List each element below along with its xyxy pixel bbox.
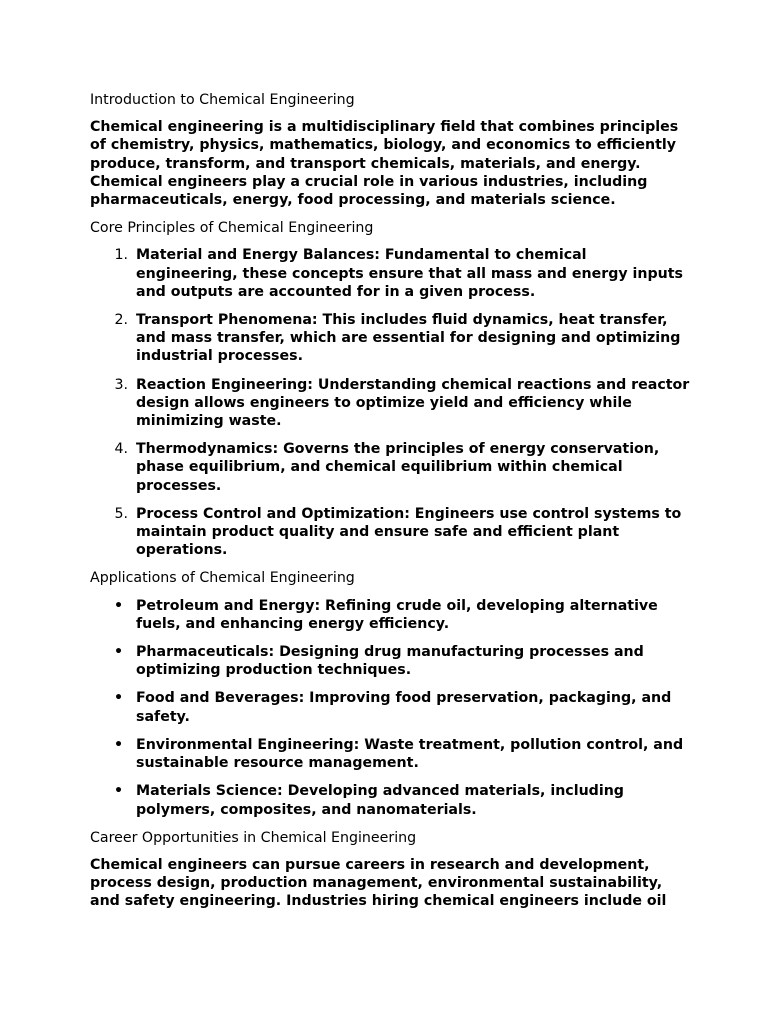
intro-paragraph: Chemical engineering is a multidisciplinary field that combines principles of chemistry, physics, mathematics, biology, and economics to efficiently produce, transform, and transport chemicals, materials, and energy. Chemical engineers play a crucial role in various industries, including pharmaceuticals, energy, food processing, and materials science. (90, 119, 679, 209)
list-item (90, 782, 690, 818)
bullet-icon: • (114, 597, 124, 614)
applications-list (90, 597, 690, 819)
bullet-icon: • (114, 690, 124, 707)
list-item-text: Material and Energy Balances: Fundamental to chemical engineering, these concepts ensure that all mass and energy inputs and outputs are accounted for in a given process. (136, 247, 683, 300)
list-item (90, 736, 690, 772)
list-number: 1. (114, 247, 128, 264)
list-item-text: Thermodynamics: Governs the principles of energy conservation, phase equilibrium, and chemical equilibrium within chemical processes. (136, 441, 660, 494)
list-item-text: Transport Phenomena: This includes fluid dynamics, heat transfer, and mass transfer, which are essential for designing and optimizing industrial processes. (136, 312, 681, 365)
list-item (90, 246, 690, 301)
list-item-text: Reaction Engineering: Understanding chemical reactions and reactor design allows engineers to optimize yield and efficiency while minimizing waste. (136, 376, 690, 430)
list-number: 5. (114, 505, 128, 522)
list-number: 3. (114, 376, 128, 393)
list-item (90, 689, 690, 725)
careers-paragraph: Chemical engineers can pursue careers in research and development, process design, production management, environmental sustainability, and safety engineering. Industries hiring chemical engineers include oil (90, 856, 667, 910)
list-item (90, 597, 690, 633)
list-item (90, 643, 690, 679)
careers-heading: Career Opportunities in Chemical Engineering (90, 829, 417, 846)
list-number: 2. (114, 312, 128, 329)
list-item-text: Pharmaceuticals: Designing drug manufacturing processes and optimizing production techniques. (136, 644, 644, 679)
list-item (90, 440, 690, 495)
list-item-text: Petroleum and Energy: Refining crude oil, developing alternative fuels, and enhancing energy efficiency. (136, 597, 658, 632)
bullet-icon: • (114, 783, 124, 800)
list-item (90, 505, 690, 560)
list-item (90, 376, 690, 431)
core-principles-list (90, 246, 690, 559)
bullet-icon: • (114, 736, 124, 753)
list-item-text: Process Control and Optimization: Engineers use control systems to maintain product quality and ensure safe and efficient plant operations. (136, 505, 682, 559)
core-principles-heading: Core Principles of Chemical Engineering (90, 220, 374, 237)
document-page (90, 91, 690, 921)
list-number: 4. (114, 441, 128, 458)
bullet-icon: • (114, 644, 124, 661)
intro-heading: Introduction to Chemical Engineering (90, 92, 355, 108)
list-item-text: Food and Beverages: Improving food preservation, packaging, and safety. (136, 690, 672, 725)
list-item-text: Environmental Engineering: Waste treatment, pollution control, and sustainable resource management. (136, 736, 684, 772)
applications-heading: Applications of Chemical Engineering (90, 570, 355, 587)
list-item (90, 311, 690, 366)
list-item-text: Materials Science: Developing advanced materials, including polymers, composites, and nanomaterials. (136, 783, 624, 818)
